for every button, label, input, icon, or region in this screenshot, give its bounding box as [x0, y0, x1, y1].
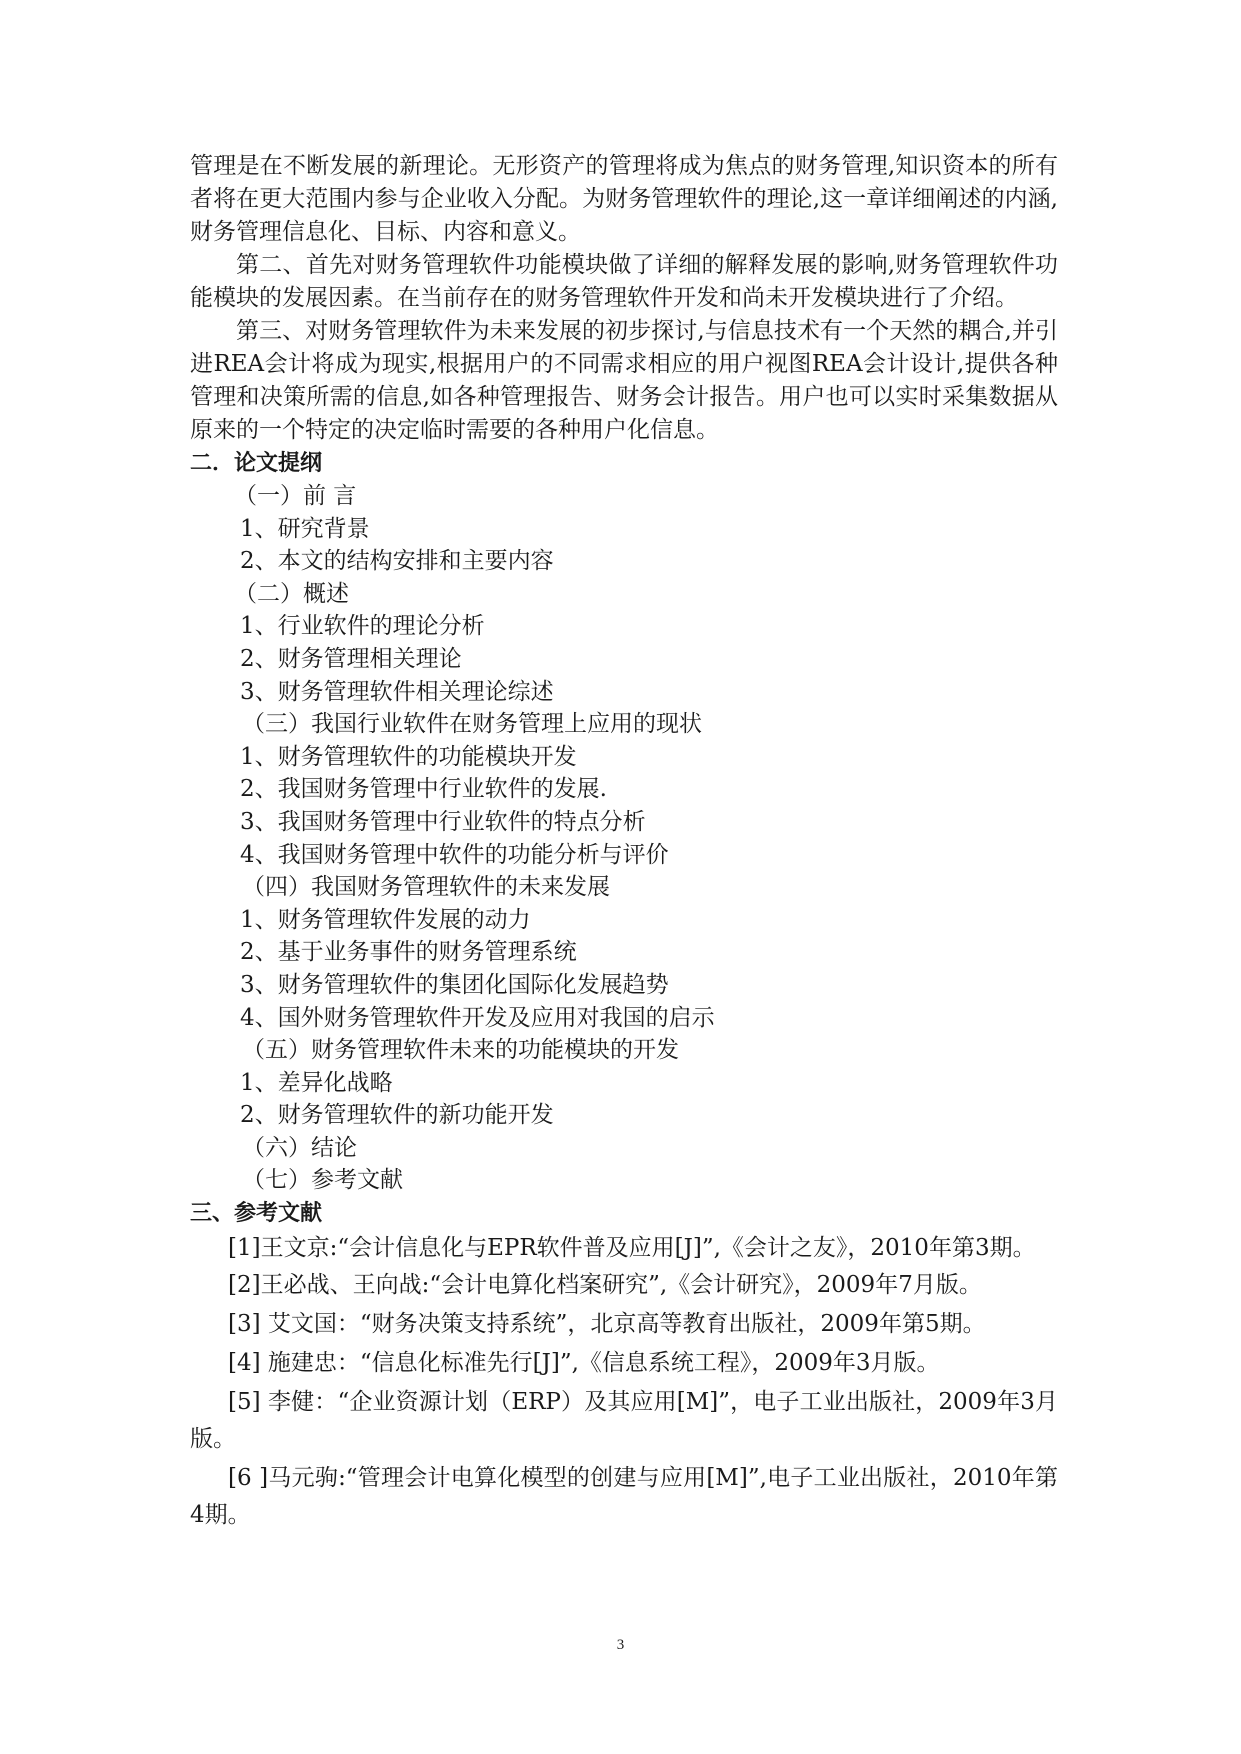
outline-item: 4、国外财务管理软件开发及应用对我国的启示: [240, 1004, 715, 1031]
intro-paragraph-2: 第二、首先对财务管理软件功能模块做了详细的解释发展的影响,财务管理软件功能模块的发展因素。在当前存在的财务管理软件开发和尚未开发模块进行了介绍。: [190, 252, 1058, 311]
references-list: [190, 1230, 1058, 1534]
outline-item: 1、研究背景: [240, 515, 370, 542]
outline-item: 3、我国财务管理中行业软件的特点分析: [240, 808, 646, 835]
outline-section: （一）前 言: [234, 483, 357, 509]
outline-item: 1、差异化战略: [240, 1069, 393, 1096]
outline-list: [190, 480, 1058, 1197]
outline-section: （三）我国行业软件在财务管理上应用的现状: [242, 711, 702, 738]
outline-item: 3、财务管理软件的集团化国际化发展趋势: [240, 971, 669, 998]
outline-item: 1、行业软件的理论分析: [240, 613, 485, 640]
page-content: [190, 150, 1058, 1534]
outline-section: （二）概述: [234, 580, 349, 607]
outline-section: （七）参考文献: [242, 1167, 403, 1194]
page-number: 3: [616, 1637, 625, 1653]
intro-paragraph-1: 管理是在不断发展的新理论。无形资产的管理将成为焦点的财务管理,知识资本的所有者将在更大范围内参与企业收入分配。为财务管理软件的理论,这一章详细阐述的内涵,财务管理信息化、目标、内容和意义。: [190, 153, 1058, 245]
outline-item: 2、我国财务管理中行业软件的发展.: [240, 776, 607, 803]
references-heading: 三、参考文献: [190, 1201, 323, 1227]
outline-item: 4、我国财务管理中软件的功能分析与评价: [240, 841, 669, 868]
outline-item: 1、财务管理软件的功能模块开发: [240, 743, 577, 770]
outline-item: 2、财务管理软件的新功能开发: [240, 1102, 554, 1129]
reference-item: [2]王必战、王向战:“会计电算化档案研究”,《会计研究》，2009年7月版。: [228, 1272, 982, 1299]
outline-item: 2、基于业务事件的财务管理系统: [240, 939, 577, 966]
reference-item: [1]王文京:“会计信息化与EPR软件普及应用[J]”,《会计之友》，2010年第3期。: [228, 1235, 1036, 1262]
intro-paragraph-3: 第三、对财务管理软件为未来发展的初步探讨,与信息技术有一个天然的耦合,并引进REA会计将成为现实,根据用户的不同需求相应的用户视图REA会计设计,提供各种管理和决策所需的信息,如各种管理报告、财务会计报告。用户也可以实时采集数据从原来的一个特定的决定临时需要的各种用户化信息。: [190, 318, 1058, 443]
reference-item: [6 ]马元驹:“管理会计电算化模型的创建与应用[M]”,电子工业出版社，2010年第4期。: [190, 1465, 1058, 1529]
reference-item: [5] 李健：“企业资源计划（ERP）及其应用[M]”，电子工业出版社，2009年3月版。: [190, 1389, 1058, 1453]
outline-section: （五）财务管理软件未来的功能模块的开发: [242, 1037, 679, 1064]
outline-section: （四）我国财务管理软件的未来发展: [242, 874, 610, 901]
outline-heading: 二．论文提纲: [190, 451, 323, 476]
outline-item: 2、本文的结构安排和主要内容: [240, 548, 554, 575]
reference-item: [3] 艾文国：“财务决策支持系统”，北京高等教育出版社，2009年第5期。: [228, 1311, 986, 1338]
outline-item: 2、财务管理相关理论: [240, 645, 462, 672]
outline-item: 3、财务管理软件相关理论综述: [240, 678, 554, 705]
outline-section: （六）结论: [242, 1134, 357, 1161]
outline-item: 1、财务管理软件发展的动力: [240, 906, 531, 933]
reference-item: [4] 施建忠：“信息化标准先行[J]”,《信息系统工程》，2009年3月版。: [228, 1350, 940, 1377]
